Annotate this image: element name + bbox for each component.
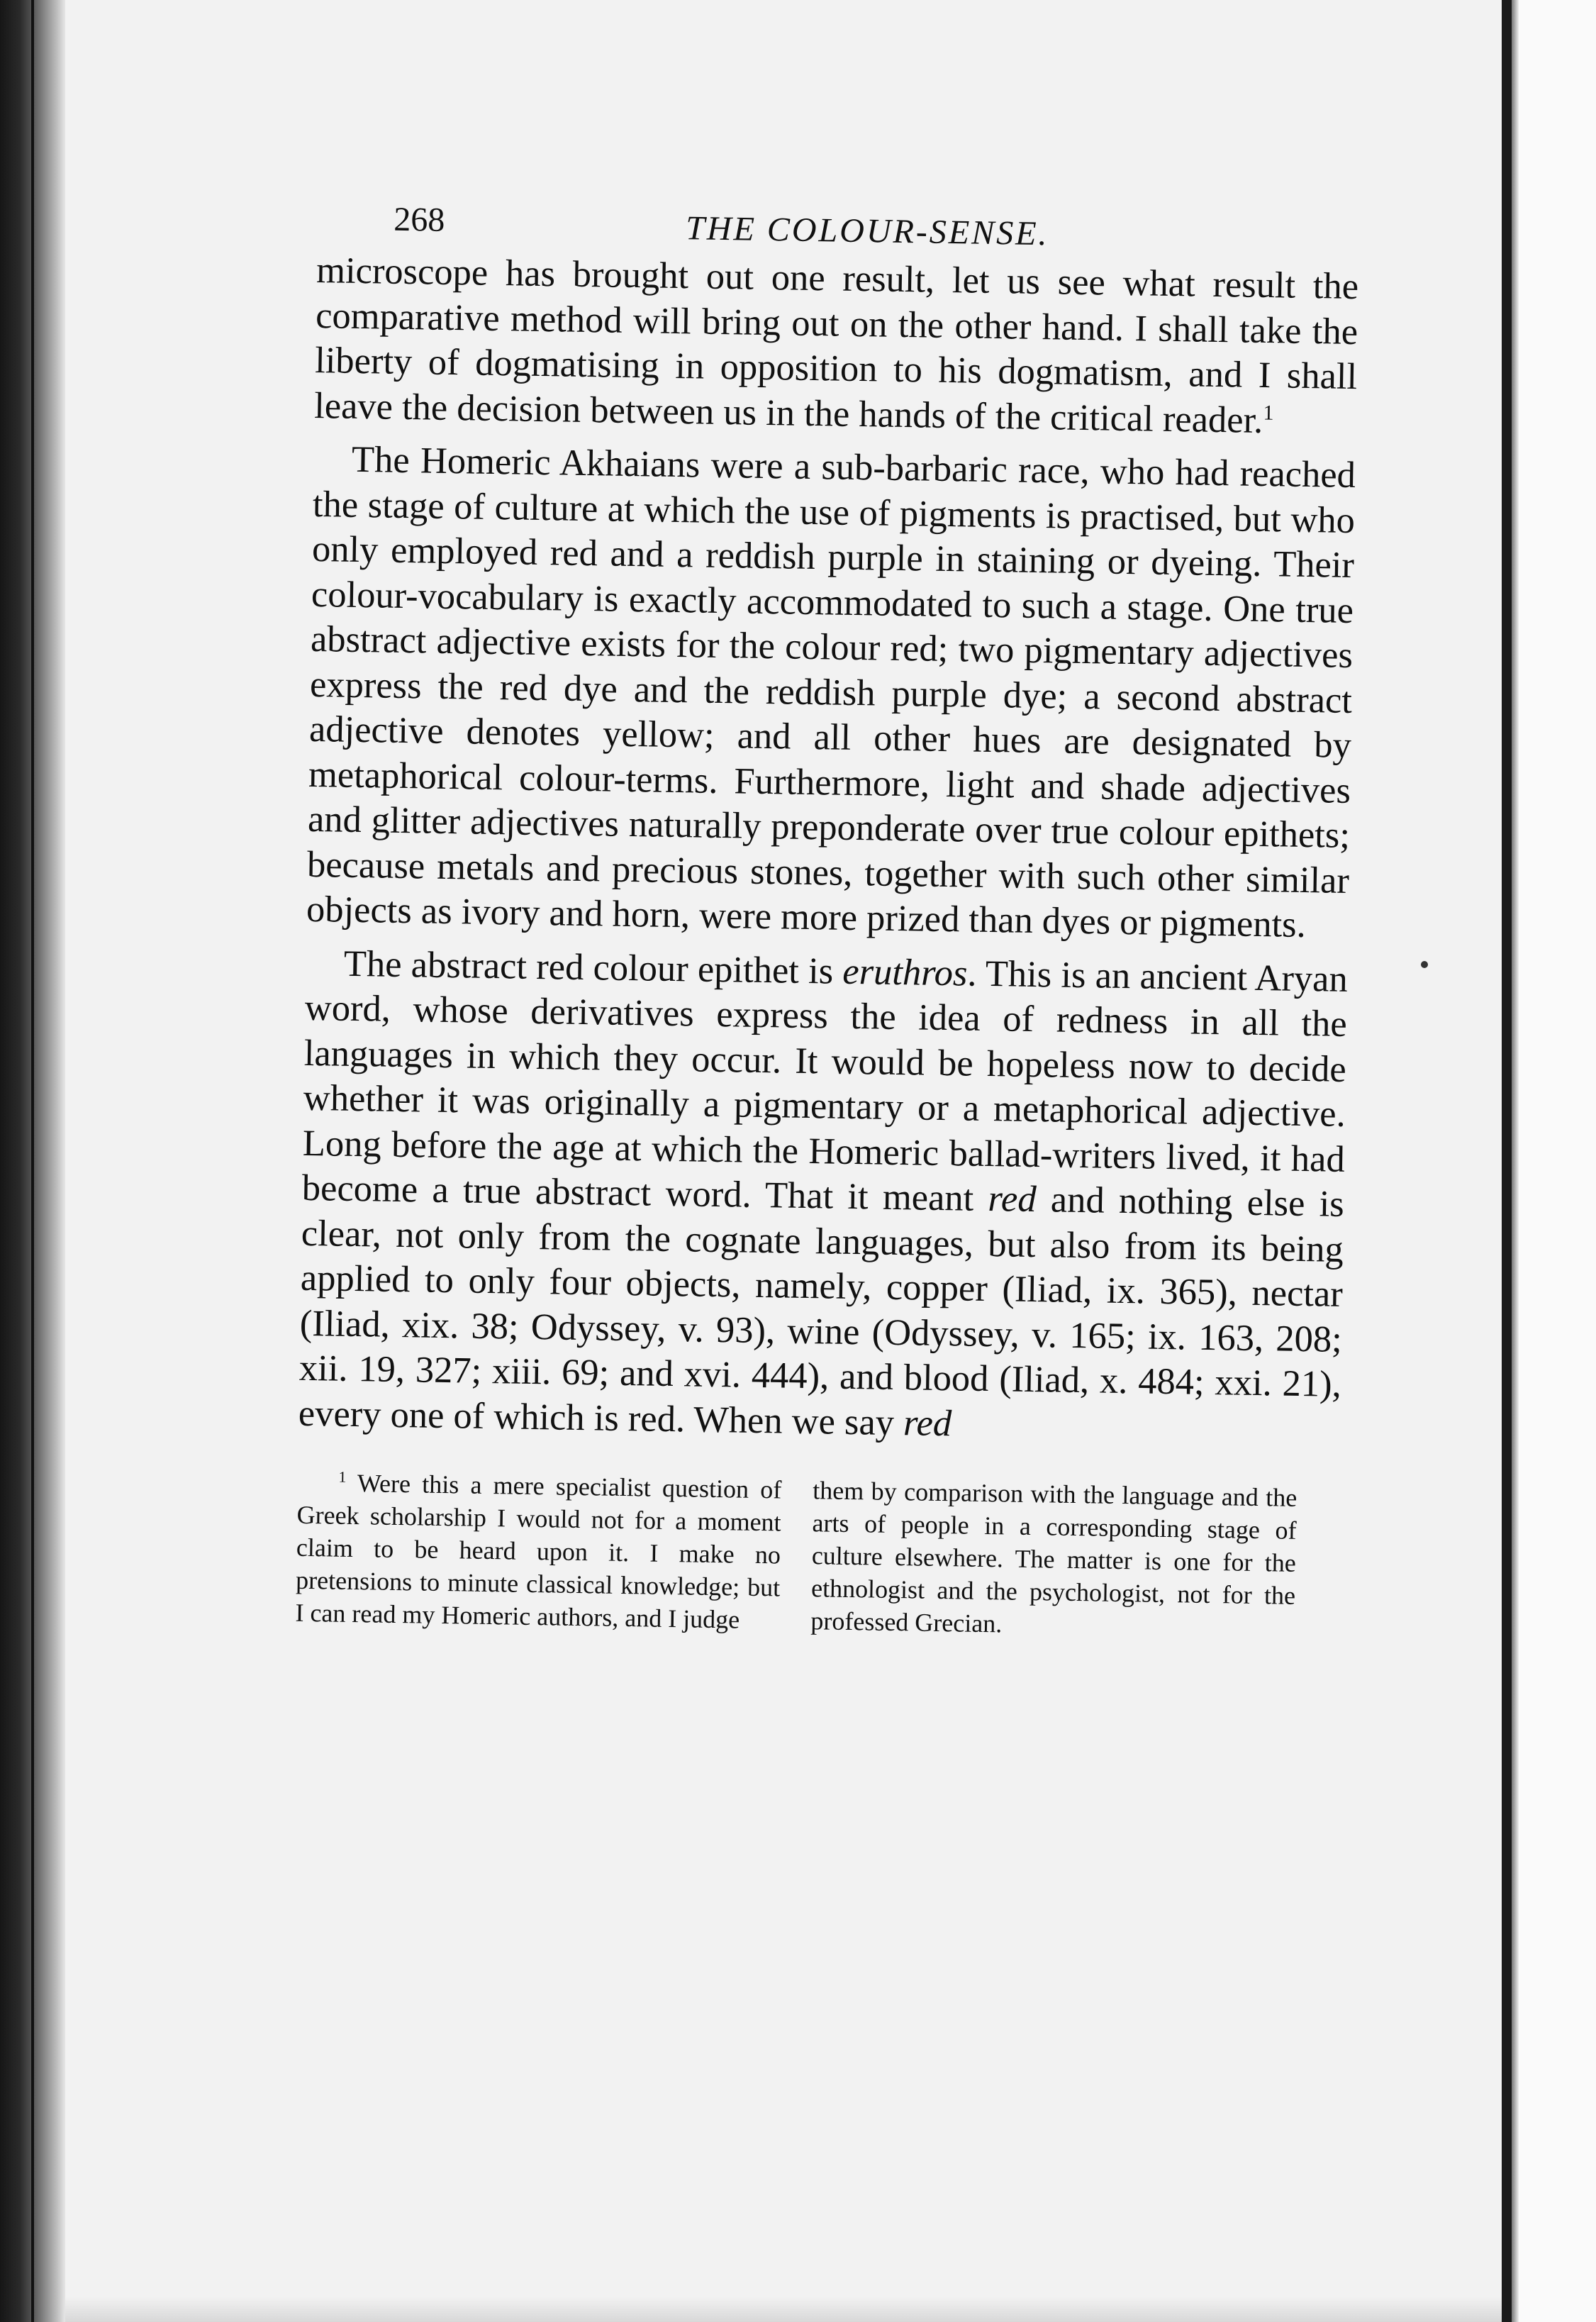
footnote-column-2: them by comparison with the language and the arts of people in a corresponding stage of culture elsewhere. The matter is one for the ethnologist and the psychologist, not for the professed Grecian. (810, 1476, 1298, 1638)
term-red-2: red (903, 1401, 952, 1444)
book-page (295, 191, 1360, 1645)
paragraph-1-text: microscope has brought out one result, let us see what result the comparative method will bring out on the other hand. I shall take the liberty of dogmatising in opposition to his dogmatism, and I shall leave the decision between us in the hands of the critical reader. (313, 249, 1359, 441)
paragraph-2: The Homeric Akhaians were a sub-barbaric race, who had reached the stage of culture at which the use of pigments is practised, but who only employed red and a reddish purple in staining or dyeing. Their colour-vocabulary is exactly accommodated to such a stage. One true abstract adjective exists for the colour red; two pigmentary adjectives express the red dye and the reddish purple dye; a second abstract adjective denotes yellow; and all other hues are designated by metaphorical colour-terms. Furthermore, light and shade adjectives and glitter adjectives naturally preponderate over true colour epithets; because metals and precious stones, together with such other similar objects as ivory and horn, were more prized than dyes or pigments. (306, 438, 1356, 946)
footnote-column-1 (295, 1466, 782, 1637)
paragraph-1 (314, 248, 1359, 445)
term-eruthros: eruthros (842, 950, 968, 994)
footnote-mark: 1 (338, 1467, 347, 1486)
adjacent-page-edge (1502, 0, 1596, 2322)
running-title: THE COLOUR-SENSE. (685, 209, 1049, 253)
term-red: red (988, 1178, 1037, 1221)
page-number: 268 (393, 200, 445, 239)
page-bottom-shadow (65, 2296, 1502, 2322)
footnote (295, 1466, 1339, 1645)
ink-speck (1421, 961, 1428, 968)
footnote-column-1-text: Were this a mere specialist question of Greek scholarship I would not for a moment claim to be heard upon it. I make no pretensions to minute classical knowledge; but I can read my Homeric authors, and I judge (295, 1469, 782, 1634)
footnote-reference: 1 (1263, 400, 1274, 425)
book-gutter-shadow (0, 0, 65, 2322)
paragraph-3-text-c: and nothing else is clear, not only from the cognate languages, but also from its being applied to only four objects, namely, copper (Iliad, ix. 365), nectar (Iliad, xix. 38; Odyssey, v. 93), wine (Odyssey, v. 165; ix. 163, 208; xii. 19, 327; xiii. 69; and xvi. 444), and blood (Iliad, x. 484; xxi. 21), every one of which is red. When we say (298, 1179, 1345, 1443)
paragraph-3-text-a: The abstract red colour epithet is (343, 943, 843, 992)
paragraph-3 (298, 940, 1348, 1452)
paragraph-3-text-b: . This is an ancient Aryan word, whose derivatives express the idea of redness in all the languages in which they occur. It would be hopeless now to decide whether it was originally a pigmentary or a metaphorical adjective. Long before the age at which the Homeric ballad-writers lived, it had become a true abstract word. That it meant (301, 952, 1349, 1220)
